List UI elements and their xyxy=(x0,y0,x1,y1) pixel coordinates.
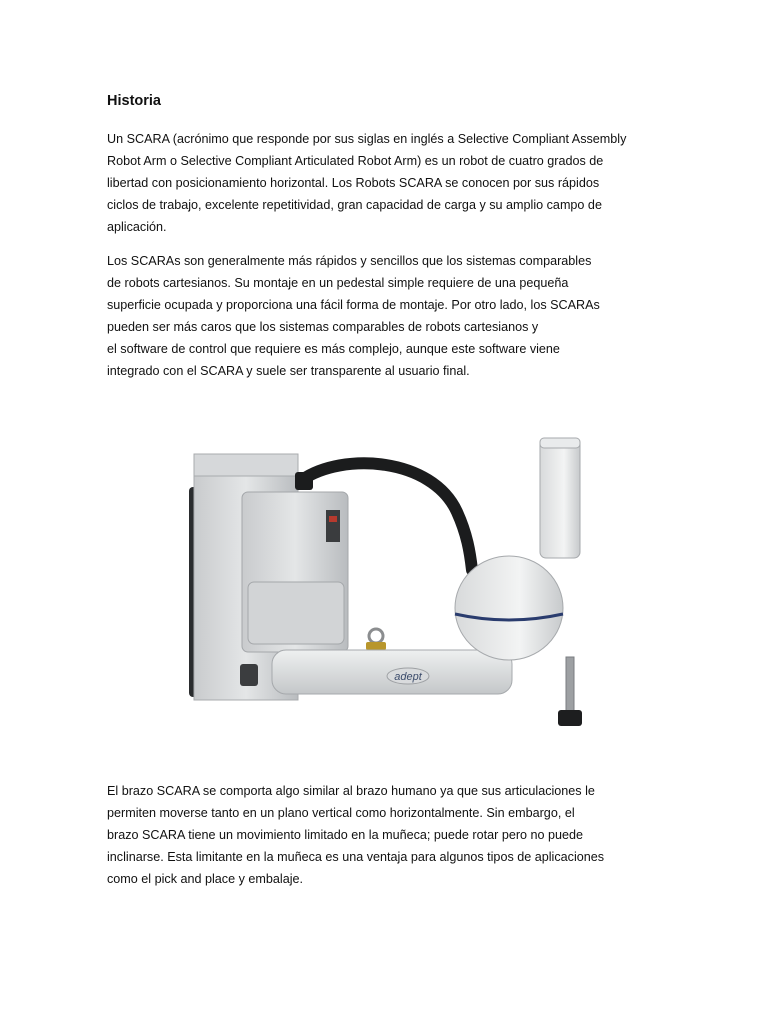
spindle-shaft xyxy=(566,657,574,712)
text-line: aplicación. xyxy=(107,220,167,234)
tower-cap xyxy=(540,438,580,448)
status-led xyxy=(329,516,337,522)
end-effector xyxy=(558,710,582,726)
text-line: el software de control que requiere es más complejo, aunque este software viene xyxy=(107,342,560,356)
text-line: como el pick and place y embalaje. xyxy=(107,872,304,886)
text-line: El brazo SCARA se comporta algo similar al brazo humano ya que sus articulaciones le xyxy=(107,784,595,798)
text-line: Robot Arm o Selective Compliant Articulated Robot Arm) es un robot de cuatro grados de xyxy=(107,154,604,168)
paragraph-intro xyxy=(107,128,626,238)
connector-panel xyxy=(326,510,340,542)
side-port xyxy=(240,664,258,686)
text-line: brazo SCARA tiene un movimiento limitado en la muñeca; puede rotar pero no puede xyxy=(107,828,584,842)
text-line: ciclos de trabajo, excelente repetitividad, gran capacidad de carga y su amplio campo de xyxy=(107,198,602,212)
text-line: Un SCARA (acrónimo que responde por sus siglas en inglés a Selective Compliant Assembly xyxy=(107,132,627,146)
text-line: superficie ocupada y proporciona una fácil forma de montaje. Por otro lado, los SCARAs xyxy=(107,298,600,312)
cable-fitting xyxy=(295,472,313,490)
text-line: inclinarse. Esta limitante en la muñeca es una ventaja para algunos tipos de aplicaciones xyxy=(107,850,605,864)
section-heading: Historia xyxy=(107,93,161,109)
robot-illustration xyxy=(112,402,657,762)
scara-robot-image xyxy=(112,402,657,762)
paragraph-comparison xyxy=(107,250,600,382)
text-line: libertad con posicionamiento horizontal. Los Robots SCARA se conocen por sus rápidos xyxy=(107,176,600,190)
text-line: integrado con el SCARA y suele ser transparente al usuario final. xyxy=(107,364,470,378)
eyebolt-base xyxy=(366,642,386,650)
brand-logo: adept xyxy=(394,671,422,683)
text-line: Los SCARAs son generalmente más rápidos y sencillos que los sistemas comparables xyxy=(107,254,592,268)
column-cap xyxy=(194,454,298,476)
base-lower-block xyxy=(248,582,344,644)
text-line: permiten moverse tanto en un plano vertical como horizontalmente. Sin embargo, el xyxy=(107,806,575,820)
text-line: de robots cartesianos. Su montaje en un pedestal simple requiere de una pequeña xyxy=(107,276,569,290)
paragraph-wrist xyxy=(107,780,604,890)
quill-tower xyxy=(540,438,580,558)
elbow-joint xyxy=(455,556,563,660)
text-line: pueden ser más caros que los sistemas comparables de robots cartesianos y xyxy=(107,320,539,334)
